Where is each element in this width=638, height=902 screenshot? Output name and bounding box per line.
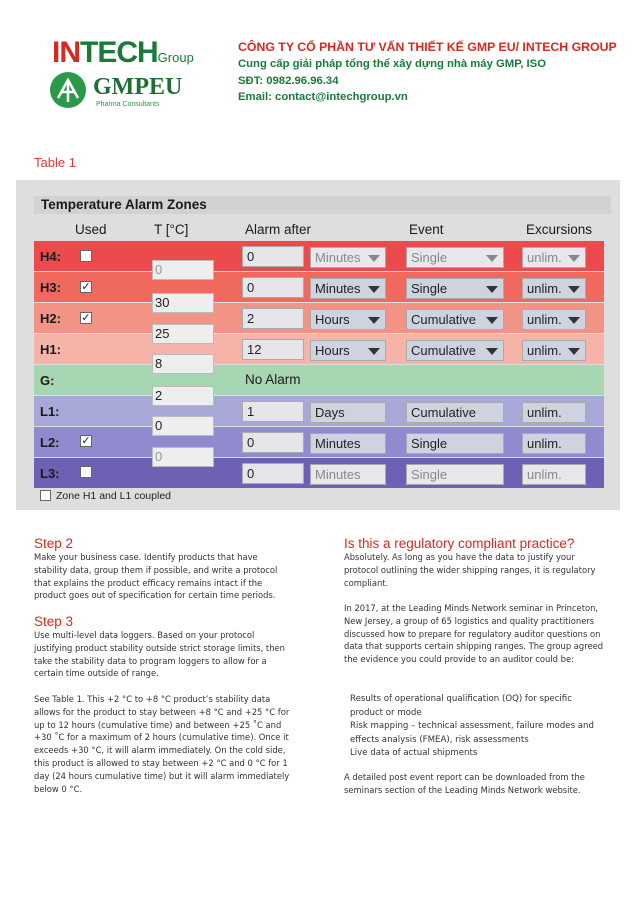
unit-dropdown-label: Minutes [315,250,361,265]
unit-dropdown-label: Minutes [315,281,361,296]
step2-heading: Step 2 [34,536,74,551]
excursions-dropdown-h2[interactable] [522,309,586,330]
threshold-input-l1-l2[interactable]: 0 [152,416,214,436]
zone-label: H4: [40,249,61,264]
alarm-after-value-l3[interactable]: 0 [242,463,304,484]
unit-field-l2[interactable]: Minutes [310,433,386,454]
excursions-field-l1[interactable]: unlim. [522,402,586,423]
logo-group-text: Group [157,50,194,65]
chevron-down-icon [368,348,380,355]
unit-dropdown-h2[interactable] [310,309,386,330]
step3-text: Use multi-level data loggers. Based on your protocol justifying product stability outside strict storage limits, then take the stability data to program loggers to allow for a certain time outside of range. [34,630,285,679]
event-dropdown-h2[interactable] [406,309,504,330]
excursions-dropdown-label: unlim. [527,312,562,327]
logo-tech-text: TECH [80,36,158,69]
unit-dropdown-h4[interactable] [310,247,386,268]
zone-label: L3: [40,466,60,481]
threshold-input-g-l1[interactable]: 2 [152,386,214,406]
column-alarm-after: Alarm after [245,222,312,237]
chevron-down-icon [486,317,498,324]
threshold-input-h3-h2[interactable]: 30 [152,293,214,313]
unit-dropdown-label: Hours [315,343,350,358]
zone-g-band [34,365,604,395]
excursions-dropdown-label: unlim. [527,281,562,296]
zone-label: H2: [40,311,61,326]
excursions-dropdown-h1[interactable] [522,340,586,361]
gmpeu-logo-text: GMPEU [93,74,183,100]
event-dropdown-h4[interactable] [406,247,504,268]
alarm-after-value-h3[interactable]: 0 [242,277,304,298]
unit-field-l1[interactable]: Days [310,402,386,423]
zone-label: L1: [40,404,60,419]
no-alarm-label: No Alarm [245,372,301,387]
compliance-intro: Absolutely. As long as you have the data to justify your protocol outlining the wider shipping ranges, it is regulatory compliant. [344,552,596,588]
list-item: Risk mapping – technical assessment, failure modes and effects analysis (FMEA), risk assessments [350,721,594,745]
event-dropdown-h1[interactable] [406,340,504,361]
chevron-down-icon [568,348,580,355]
column-event: Event [409,222,444,237]
zone-label: H3: [40,280,61,295]
step3-heading: Step 3 [34,614,74,629]
unit-dropdown-label: Hours [315,312,350,327]
alarm-after-value-h2[interactable]: 2 [242,308,304,329]
company-phone: SĐT: 0982.96.96.34 [238,75,339,87]
chevron-down-icon [486,286,498,293]
unit-dropdown-h3[interactable] [310,278,386,299]
event-field-l3[interactable]: Single [406,464,504,485]
used-checkbox-l2[interactable]: ✓ [81,434,91,447]
threshold-input-l2-l3[interactable]: 0 [152,447,214,467]
unit-field-l3[interactable]: Minutes [310,464,386,485]
used-checkbox-l3[interactable] [80,466,92,478]
list-item: Results of operational qualification (OQ) for specific product or mode [350,694,572,718]
company-email[interactable]: Email: contact@intechgroup.vn [238,91,408,103]
unit-dropdown-h1[interactable] [310,340,386,361]
used-checkbox-h4[interactable] [80,250,92,262]
zone-label: L2: [40,435,60,450]
chevron-down-icon [368,317,380,324]
chevron-down-icon [486,255,498,262]
event-dropdown-label: Cumulative [411,343,477,358]
excursions-field-l2[interactable]: unlim. [522,433,586,454]
alarm-after-value-l2[interactable]: 0 [242,432,304,453]
used-checkbox-h2[interactable]: ✓ [81,311,91,324]
column-temperature: T [°C] [154,222,189,237]
chevron-down-icon [568,255,580,262]
used-checkbox-h3[interactable]: ✓ [81,280,91,293]
alarm-after-value-h1[interactable]: 12 [242,339,304,360]
threshold-input-h2-h1[interactable]: 25 [152,324,214,344]
compliance-heading: Is this a regulatory compliant practice? [344,536,575,551]
coupled-label: Zone H1 and L1 coupled [56,490,172,502]
logo-in-text: IN [52,36,80,69]
alarm-after-value-l1[interactable]: 1 [242,401,304,422]
column-used: Used [75,222,107,237]
list-item: Live data of actual shipments [350,748,478,758]
panel-title: Temperature Alarm Zones [34,196,611,214]
event-field-l2[interactable]: Single [406,433,504,454]
threshold-input-h1-g[interactable]: 8 [152,354,214,374]
excursions-dropdown-label: unlim. [527,343,562,358]
chevron-down-icon [368,286,380,293]
zone-label: H1: [40,342,61,357]
company-tagline: Cung cấp giải pháp tổng thể xây dựng nhà máy GMP, ISO [238,58,547,70]
excursions-field-l3[interactable]: unlim. [522,464,586,485]
event-field-l1[interactable]: Cumulative [406,402,504,423]
gmp-leaf-icon [50,72,86,108]
table-caption: Table 1 [34,155,76,170]
excursions-dropdown-label: unlim. [527,250,562,265]
table-note: See Table 1. This +2 °C to +8 °C product’s stability data allows for the product to stay between +8 °C and +25 °C for up to 12 hours (cumulative time) and between +25 ˚C and +30 ˚C for a maximum of 2 hours (cumulative time). Once it exceeds +30 °C, it will alarm immediately. On the cold side, this product is allowed to stay between +2 °C and 0 °C for 1 day (24 hours cumulative time) but it will alarm immediately below 0 °C. [34,694,290,794]
column-excursions: Excursions [526,222,593,237]
event-dropdown-label: Cumulative [411,312,477,327]
chevron-down-icon [568,317,580,324]
alarm-after-value-h4[interactable]: 0 [242,246,304,267]
chevron-down-icon [486,348,498,355]
chevron-down-icon [368,255,380,262]
excursions-dropdown-h3[interactable] [522,278,586,299]
event-dropdown-label: Single [411,250,448,265]
threshold-input-h4-h3[interactable]: 0 [152,260,214,280]
seminar-text: In 2017, at the Leading Minds Network seminar in Princeton, New Jersey, a group of 65 logistics and quality practitioners discussed how to prepare for regulatory auditor questions on data that supports certain shipping ranges. The group agreed the evidence you could provide to an auditor could be: [344,603,604,665]
event-dropdown-label: Single [411,281,448,296]
company-name: CÔNG TY CỔ PHẦN TƯ VẤN THIẾT KẾ GMP EU/ INTECH GROUP [238,40,617,54]
event-dropdown-h3[interactable] [406,278,504,299]
gmpeu-subtitle: Pharma Consultants [96,101,160,108]
chevron-down-icon [568,286,580,293]
coupled-checkbox[interactable] [40,490,51,501]
closing-text: A detailed post event report can be downloaded from the seminars section of the Leading Minds Network website. [344,772,585,795]
step2-text: Make your business case. Identify products that have stability data, group them if possible, and write a protocol that explains the product efficacy remains intact if the product goes out of specification for certain time periods. [34,552,278,601]
evidence-list [350,693,605,761]
intech-logo [52,36,194,70]
zone-label: G: [40,373,55,388]
excursions-dropdown-h4[interactable] [522,247,586,268]
